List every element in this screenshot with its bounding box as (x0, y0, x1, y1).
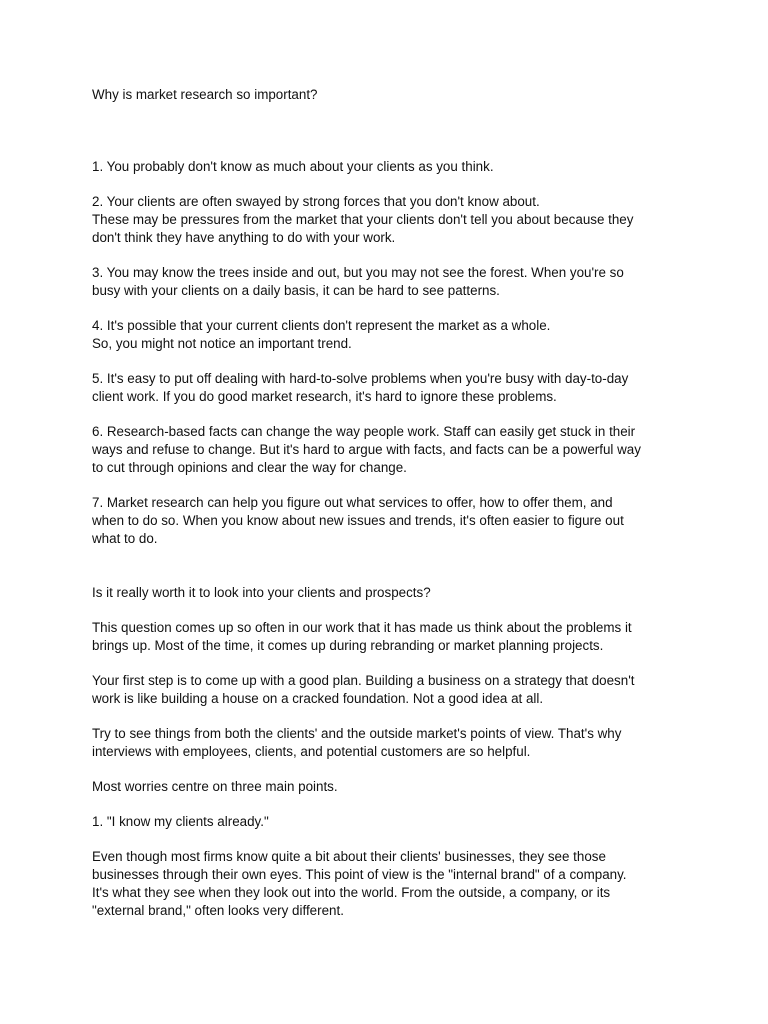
text-line: 7. Market research can help you figure out what services to offer, how to offer them, and (92, 495, 613, 510)
paragraph-viewpoints (92, 725, 682, 761)
section-heading: Is it really worth it to look into your clients and prospects? (92, 585, 431, 600)
text-line: 2. Your clients are often swayed by strong forces that you don't know about. (92, 194, 540, 209)
paragraph-plan (92, 672, 682, 708)
reason-1 (92, 158, 682, 176)
text-line: It's what they see when they look out into the world. From the outside, a company, or its (92, 885, 611, 900)
text-line: what to do. (92, 531, 158, 546)
reason-6 (92, 423, 682, 477)
paragraph-worries (92, 778, 682, 796)
text-line: These may be pressures from the market that your clients don't tell you about because they (92, 212, 634, 227)
reason-7 (92, 494, 682, 548)
paragraph-brand (92, 848, 682, 920)
point-1 (92, 813, 682, 831)
text-line: interviews with employees, clients, and potential customers are so helpful. (92, 744, 531, 759)
text-line: This question comes up so often in our work that it has made us think about the problems it (92, 620, 632, 635)
text-line: Try to see things from both the clients' and the outside market's points of view. That's why (92, 726, 622, 741)
text-line: ways and refuse to change. But it's hard to argue with facts, and facts can be a powerful way (92, 442, 641, 457)
text-line: So, you might not notice an important trend. (92, 336, 352, 351)
text-line: 1. "I know my clients already." (92, 814, 269, 829)
text-line: "external brand," often looks very different. (92, 903, 344, 918)
text-line: busy with your clients on a daily basis, it can be hard to see patterns. (92, 283, 500, 298)
text-line: client work. If you do good market research, it's hard to ignore these problems. (92, 389, 557, 404)
text-line: don't think they have anything to do with your work. (92, 230, 396, 245)
text-line: 3. You may know the trees inside and out, but you may not see the forest. When you're so (92, 265, 624, 280)
reason-2 (92, 193, 682, 247)
text-line: 1. You probably don't know as much about your clients as you think. (92, 159, 494, 174)
text-line: when to do so. When you know about new issues and trends, it's often easier to figure out (92, 513, 624, 528)
text-line: businesses through their own eyes. This point of view is the "internal brand" of a company. (92, 867, 627, 882)
reason-4 (92, 317, 682, 353)
reason-5 (92, 370, 682, 406)
text-line: brings up. Most of the time, it comes up during rebranding or market planning projects. (92, 638, 604, 653)
paragraph-question (92, 619, 682, 655)
document-page (92, 86, 682, 920)
text-line: 5. It's easy to put off dealing with hard-to-solve problems when you're busy with day-to-day (92, 371, 629, 386)
document-title: Why is market research so important? (92, 87, 318, 102)
text-line: 4. It's possible that your current clients don't represent the market as a whole. (92, 318, 551, 333)
reason-3 (92, 264, 682, 300)
text-line: Even though most firms know quite a bit about their clients' businesses, they see those (92, 849, 606, 864)
text-line: Your first step is to come up with a good plan. Building a business on a strategy that doesn't (92, 673, 635, 688)
text-line: Most worries centre on three main points. (92, 779, 338, 794)
text-line: to cut through opinions and clear the way for change. (92, 460, 407, 475)
text-line: work is like building a house on a cracked foundation. Not a good idea at all. (92, 691, 544, 706)
text-line: 6. Research-based facts can change the way people work. Staff can easily get stuck in their (92, 424, 636, 439)
